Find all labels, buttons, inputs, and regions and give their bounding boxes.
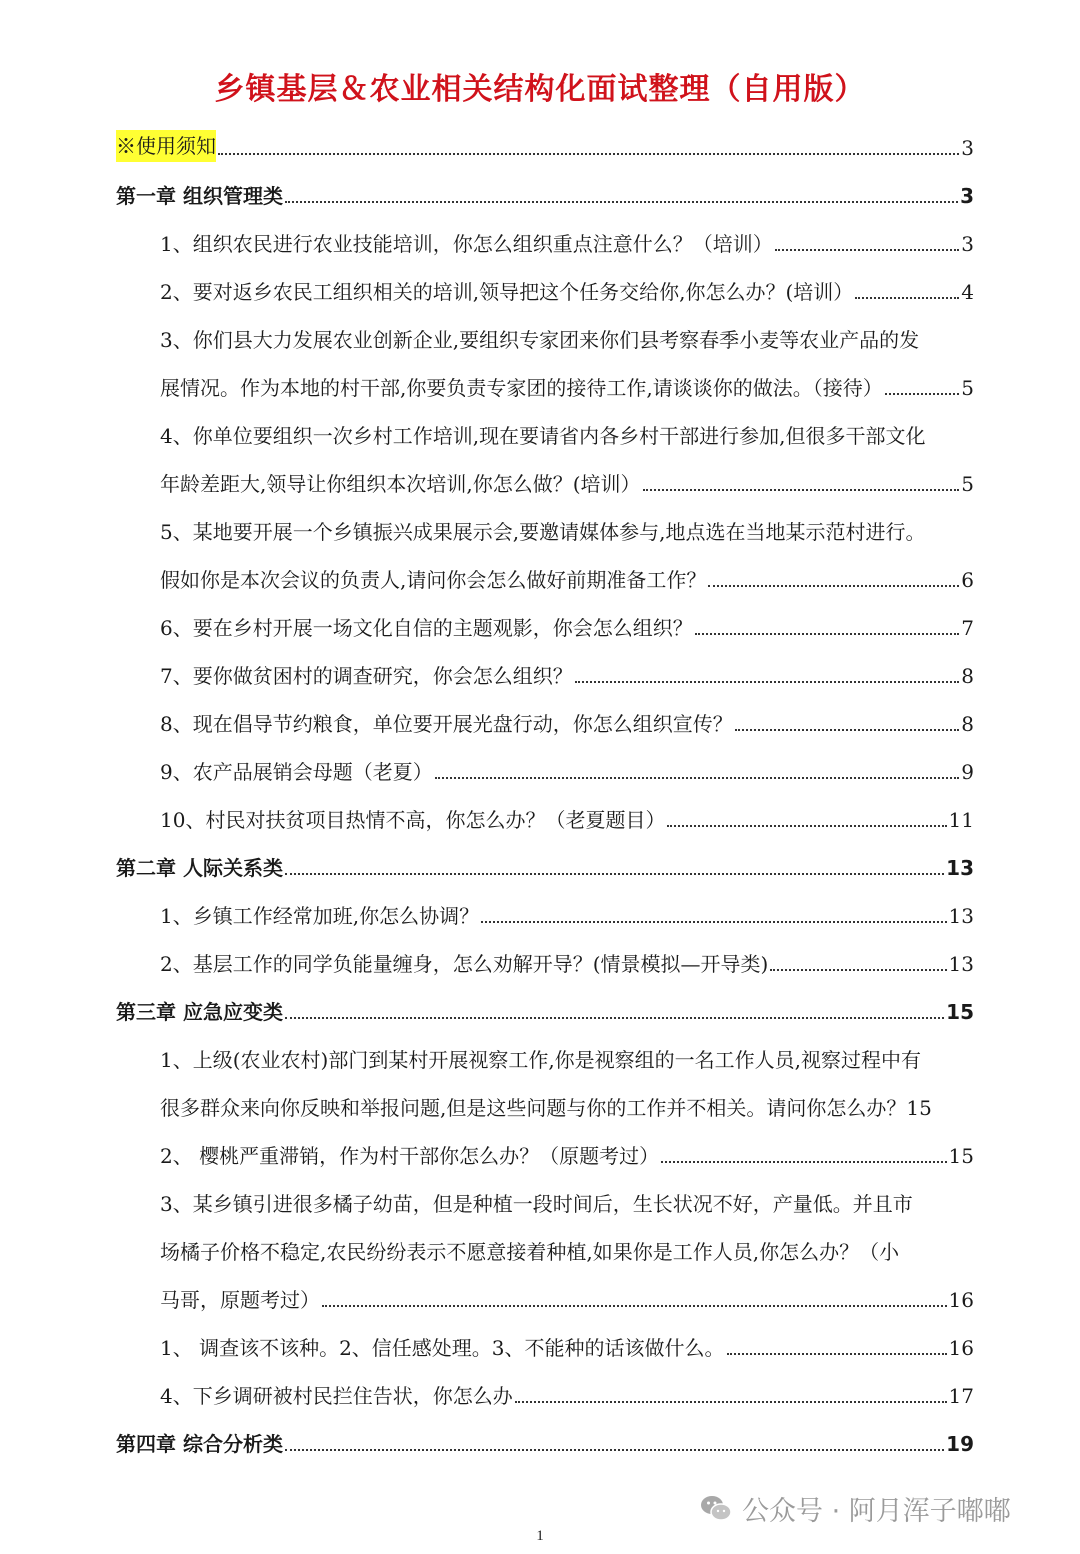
leader-dots <box>735 729 960 731</box>
toc-chapter-3[interactable] <box>116 990 974 1026</box>
toc-page-number: 15 <box>906 1096 932 1120</box>
leader-dots <box>218 153 959 155</box>
toc-entry-text: 6、要在乡村开展一场文化自信的主题观影，你会怎么组织？ <box>160 616 693 640</box>
toc-page-number: 19 <box>946 1432 974 1456</box>
toc-entry[interactable] <box>160 1278 974 1314</box>
toc-entry-text: ※使用须知 <box>116 130 216 162</box>
toc-entry[interactable] <box>160 798 974 834</box>
toc-entry[interactable] <box>160 1326 974 1362</box>
toc-entry-text: 年龄差距大,领导让你组织本次培训,你怎么做？(培训） <box>160 472 641 496</box>
toc-page-number: 3 <box>961 232 974 256</box>
leader-dots <box>435 777 960 779</box>
chapter-title: 第四章 综合分析类 <box>116 1432 283 1456</box>
leader-dots <box>667 825 946 827</box>
toc-entry-line1[interactable]: 1、上级(农业农村)部门到某村开展视察工作,你是视察组的一名工作人员,视察过程中有 <box>160 1048 922 1072</box>
toc-entry-text: 展情况。作为本地的村干部,你要负责专家团的接待工作,请谈谈你的做法。（接待） <box>160 376 883 400</box>
toc-page-number: 3 <box>960 184 974 208</box>
leader-dots <box>775 249 960 251</box>
document-title: 乡镇基层＆农业相关结构化面试整理（自用版） <box>214 72 866 107</box>
chapter-title: 第三章 应急应变类 <box>116 1000 283 1024</box>
toc-entry-text: 2、基层工作的同学负能量缠身，怎么劝解开导？(情景模拟—开导类) <box>160 952 769 976</box>
toc-entry[interactable] <box>160 894 974 930</box>
toc-entry[interactable] <box>160 942 974 978</box>
leader-dots <box>285 873 944 875</box>
toc-entry-text: 很多群众来向你反映和举报问题,但是这些问题与你的工作并不相关。请问你怎么办？ <box>160 1096 907 1120</box>
toc-entry[interactable] <box>160 222 974 258</box>
toc-entry[interactable] <box>160 1134 974 1170</box>
toc-entry-line1[interactable]: 3、某乡镇引进很多橘子幼苗，但是种植一段时间后，生长状况不好，产量低。并且市 <box>160 1192 913 1216</box>
chapter-title: 第一章 组织管理类 <box>116 184 283 208</box>
toc-entry[interactable] <box>160 462 974 498</box>
toc-page-number: 5 <box>961 472 974 496</box>
leader-dots <box>285 1449 944 1451</box>
leader-dots <box>285 201 958 203</box>
toc-chapter-2[interactable] <box>116 846 974 882</box>
toc-entry-text: 马哥，原题考过） <box>160 1288 320 1312</box>
leader-dots <box>322 1305 947 1307</box>
toc-chapter-1[interactable] <box>116 174 974 210</box>
leader-dots <box>695 633 960 635</box>
toc-entry-text: 假如你是本次会议的负责人,请问你会怎么做好前期准备工作？ <box>160 568 707 592</box>
toc-page-number: 17 <box>948 1384 974 1408</box>
toc-entry-text: 7、要你做贫困村的调查研究，你会怎么组织？ <box>160 664 573 688</box>
leader-dots <box>643 489 960 491</box>
toc-page-number: 5 <box>961 376 974 400</box>
toc-page-number: 7 <box>961 616 974 640</box>
leader-dots <box>727 1353 947 1355</box>
toc-page-number: 13 <box>948 904 974 928</box>
toc-page-number: 3 <box>961 136 974 160</box>
toc-entry[interactable] <box>160 558 974 594</box>
toc-entry[interactable] <box>160 750 974 786</box>
toc-entry-text: 4、下乡调研被村民拦住告状，你怎么办 <box>160 1384 513 1408</box>
leader-dots <box>885 393 960 395</box>
leader-dots <box>575 681 960 683</box>
toc-entry-text: 10、村民对扶贫项目热情不高，你怎么办？（老夏题目） <box>160 808 666 832</box>
leader-dots <box>661 1161 946 1163</box>
toc-page-number: 16 <box>948 1336 974 1360</box>
toc-page-number: 13 <box>946 856 974 880</box>
toc-page-number: 15 <box>948 1144 974 1168</box>
leader-dots <box>855 297 959 299</box>
page-number: 1 <box>536 1528 544 1544</box>
toc-page-number: 8 <box>961 664 974 688</box>
toc-entry[interactable] <box>160 270 974 306</box>
toc-entry[interactable] <box>160 366 974 402</box>
toc-entry-text: 2、要对返乡农民工组织相关的培训,领导把这个任务交给你,你怎么办？(培训） <box>160 280 854 304</box>
toc-page-number: 13 <box>948 952 974 976</box>
toc-entry-line1[interactable]: 5、某地要开展一个乡镇振兴成果展示会,要邀请媒体参与,地点选在当地某示范村进行。 <box>160 520 926 544</box>
toc-page-number: 4 <box>961 280 974 304</box>
toc-page-number: 16 <box>948 1288 974 1312</box>
toc-entry-line2[interactable]: 场橘子价格不稳定,农民纷纷表示不愿意接着种植,如果你是工作人员,你怎么办？（小 <box>160 1240 900 1264</box>
leader-dots <box>770 969 946 971</box>
watermark-text: 公众号 · 阿月浑子嘟嘟 <box>742 1495 1011 1527</box>
toc-page-number: 9 <box>961 760 974 784</box>
leader-dots <box>708 585 959 587</box>
toc-page-number: 11 <box>948 808 974 832</box>
chapter-title: 第二章 人际关系类 <box>116 856 283 880</box>
leader-dots <box>285 1017 944 1019</box>
toc-entry-text: 8、现在倡导节约粮食，单位要开展光盘行动，你怎么组织宣传？ <box>160 712 733 736</box>
toc-entry-text: 1、组织农民进行农业技能培训，你怎么组织重点注意什么？（培训） <box>160 232 773 256</box>
toc-entry-text: 9、农产品展销会母题（老夏） <box>160 760 433 784</box>
wechat-icon <box>700 1493 732 1523</box>
toc-entry-line1[interactable]: 4、你单位要组织一次乡村工作培训,现在要请省内各乡村干部进行参加,但很多干部文化 <box>160 424 926 448</box>
toc-chapter-4[interactable] <box>116 1422 974 1458</box>
toc-entry[interactable] <box>160 1086 978 1122</box>
toc-entry-text: 1、乡镇工作经常加班,你怎么协调？ <box>160 904 480 928</box>
toc-entry[interactable] <box>160 654 974 690</box>
leader-dots <box>515 1401 947 1403</box>
toc-entry[interactable] <box>160 1374 974 1410</box>
toc-entry-text: 2、 樱桃严重滞销，作为村干部你怎么办？（原题考过） <box>160 1144 660 1168</box>
toc-page-number: 6 <box>961 568 974 592</box>
toc-entry-text: 1、 调查该不该种。2、信任感处理。3、不能种的话该做什么。 <box>160 1336 725 1360</box>
toc-entry-notice[interactable] <box>116 126 974 162</box>
toc-page-number: 8 <box>961 712 974 736</box>
leader-dots <box>481 921 946 923</box>
toc-entry[interactable] <box>160 702 974 738</box>
toc-entry[interactable] <box>160 606 974 642</box>
toc-page-number: 15 <box>946 1000 974 1024</box>
toc-entry-line1[interactable]: 3、你们县大力发展农业创新企业,要组织专家团来你们县考察春季小麦等农业产品的发 <box>160 328 920 352</box>
watermark <box>700 1488 1011 1528</box>
